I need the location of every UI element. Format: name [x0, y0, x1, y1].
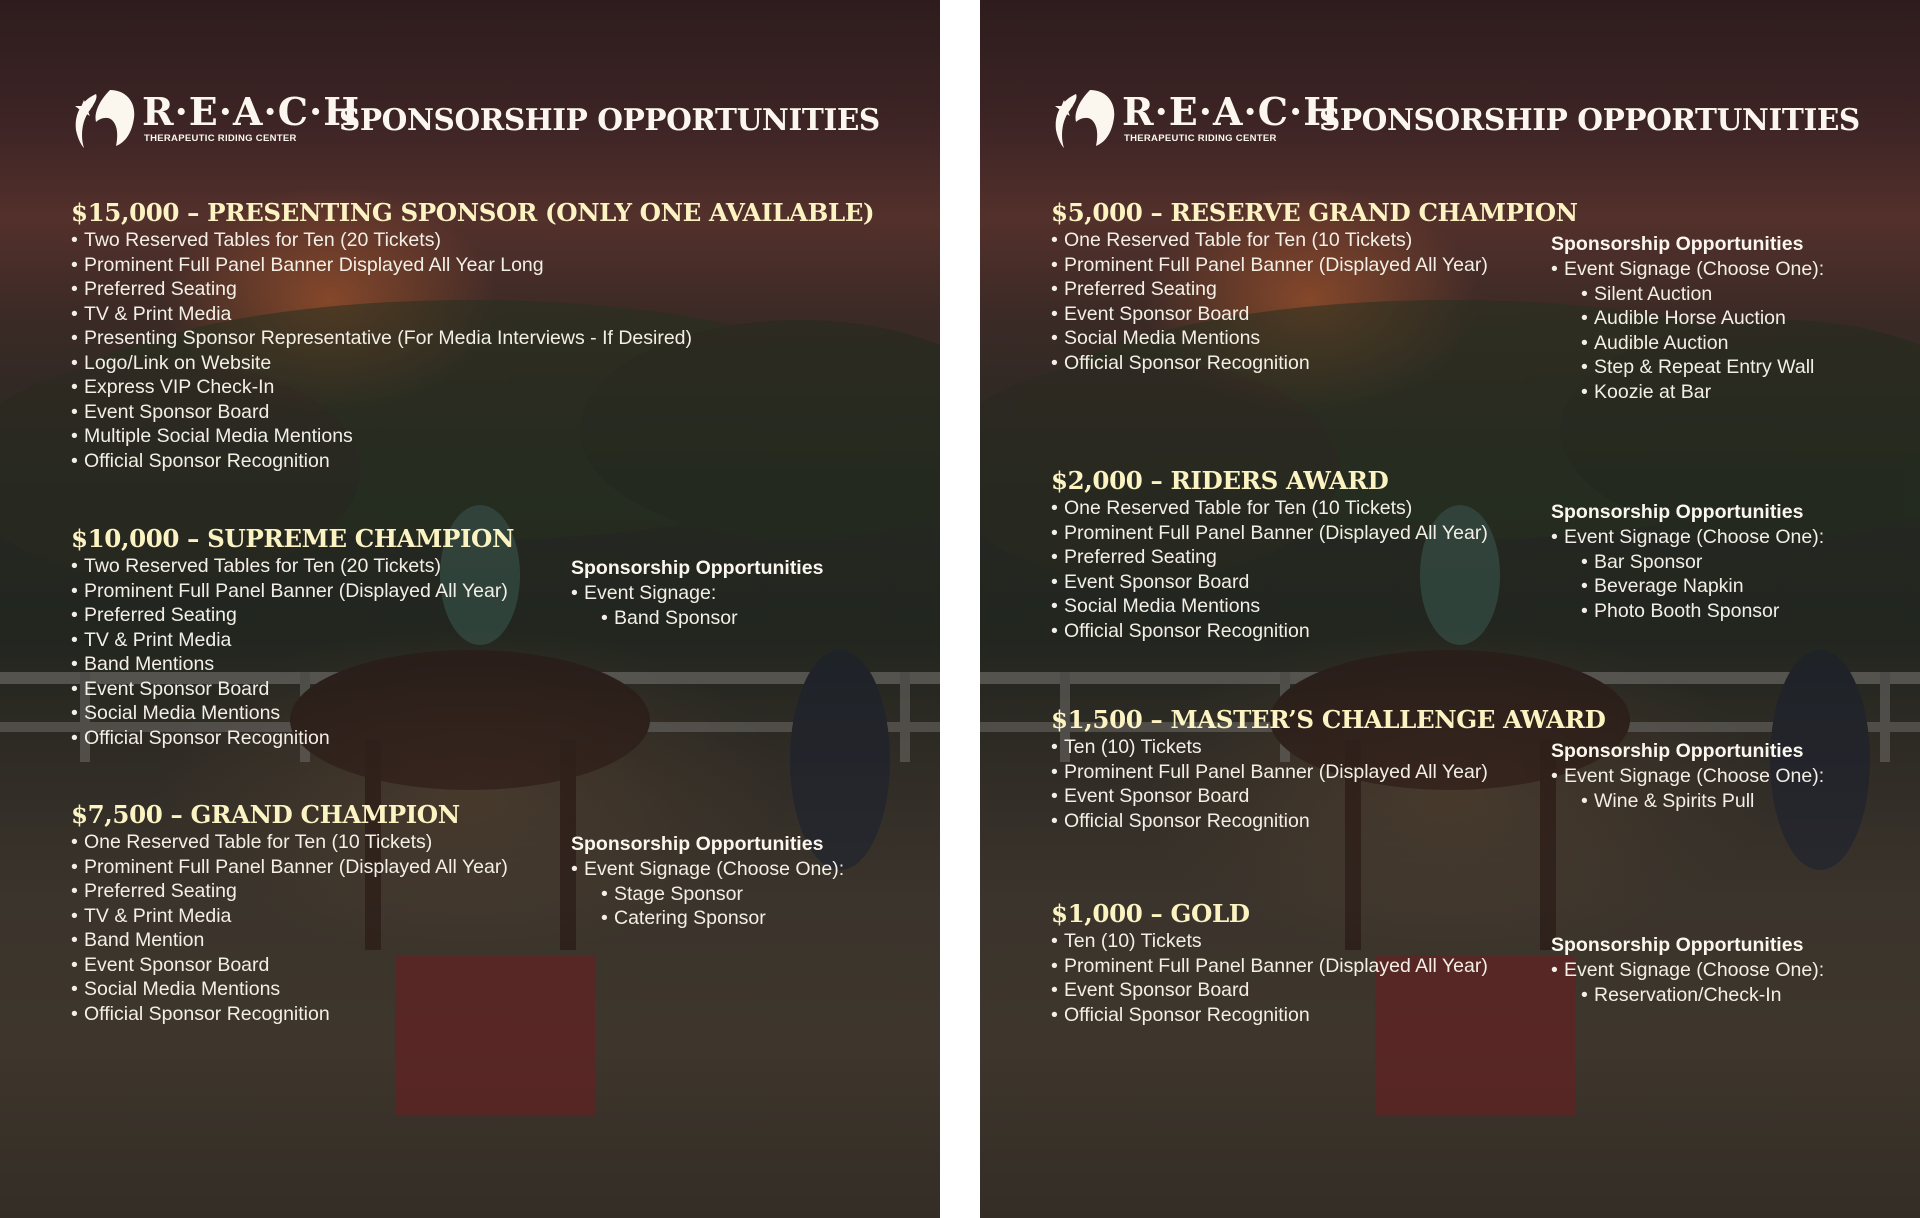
benefit-item: • Preferred Seating — [1051, 277, 1578, 302]
opportunities-list — [1551, 257, 1824, 282]
opportunity-option: • Catering Sponsor — [601, 906, 844, 931]
opportunity-option: • Koozie at Bar — [1581, 380, 1824, 405]
opportunity-option: • Audible Horse Auction — [1581, 306, 1824, 331]
tier-title: $15,000 – PRESENTING SPONSOR (ONLY ONE AVAILABLE) — [71, 198, 875, 227]
opportunities-heading: Sponsorship Opportunities — [1551, 501, 1804, 523]
benefit-item: • Prominent Full Panel Banner (Displayed All Year) — [1051, 253, 1578, 278]
tier-gold — [1051, 899, 1488, 1027]
opportunity-item: • Event Signage (Choose One): — [1551, 764, 1824, 789]
sponsorship-opportunities — [1551, 933, 1824, 1007]
reach-logo-subtitle: THERAPEUTIC RIDING CENTER — [144, 133, 297, 144]
benefit-item: • Event Sponsor Board — [71, 400, 874, 425]
benefit-item: • Official Sponsor Recognition — [1051, 1003, 1488, 1028]
tier-supreme-champion — [71, 524, 514, 750]
benefit-item: • Prominent Full Panel Banner (Displayed All Year) — [1051, 954, 1488, 979]
opportunities-heading: Sponsorship Opportunities — [571, 557, 824, 579]
benefit-item: • Preferred Seating — [1051, 545, 1488, 570]
opportunity-option: • Step & Repeat Entry Wall — [1581, 355, 1824, 380]
opportunities-heading: Sponsorship Opportunities — [571, 833, 824, 855]
benefit-item: • Multiple Social Media Mentions — [71, 424, 874, 449]
tier-reserve-grand-champion — [1051, 198, 1578, 375]
opportunity-item: • Event Signage (Choose One): — [1551, 525, 1824, 550]
benefit-item: • One Reserved Table for Ten (10 Tickets) — [71, 830, 508, 855]
tier-title: $1,500 – MASTER’S CHALLENGE AWARD — [1051, 705, 1606, 734]
opportunity-option: • Reservation/Check-In — [1581, 983, 1824, 1008]
benefit-item: • Two Reserved Tables for Ten (20 Tickets) — [71, 228, 874, 253]
flyer-page-right — [980, 0, 1920, 1218]
opportunities-heading: Sponsorship Opportunities — [1551, 740, 1804, 762]
benefit-item: • Event Sponsor Board — [1051, 570, 1488, 595]
benefits-list — [1051, 228, 1578, 375]
benefit-item: • Two Reserved Tables for Ten (20 Tickets) — [71, 554, 514, 579]
benefit-item: • Band Mention — [71, 928, 508, 953]
opportunities-heading: Sponsorship Opportunities — [1551, 934, 1804, 956]
page-header — [1050, 88, 1860, 152]
opportunities-heading: Sponsorship Opportunities — [1551, 233, 1804, 255]
benefit-item: • Official Sponsor Recognition — [71, 1002, 508, 1027]
opportunity-item: • Event Signage: — [571, 581, 823, 606]
benefits-list — [71, 830, 508, 1026]
tier-title: $10,000 – SUPREME CHAMPION — [71, 524, 514, 553]
opportunity-options — [601, 606, 823, 631]
opportunity-option: • Photo Booth Sponsor — [1581, 599, 1824, 624]
opportunity-item: • Event Signage (Choose One): — [1551, 257, 1824, 282]
opportunity-options — [601, 882, 844, 931]
opportunity-option: • Beverage Napkin — [1581, 574, 1824, 599]
tier-title: $2,000 – RIDERS AWARD — [1051, 466, 1389, 495]
horse-star-logo-icon — [70, 88, 138, 152]
opportunities-list — [571, 857, 844, 882]
benefit-item: • TV & Print Media — [71, 628, 514, 653]
reach-logo-wordmark: R·E·A·C·H — [142, 89, 361, 134]
tier-riders-award — [1051, 466, 1488, 643]
benefit-item: • Social Media Mentions — [71, 701, 514, 726]
opportunity-options — [1581, 789, 1824, 814]
opportunity-option: • Bar Sponsor — [1581, 550, 1824, 575]
benefit-item: • Official Sponsor Recognition — [1051, 351, 1578, 376]
opportunities-list — [1551, 764, 1824, 789]
benefit-item: • Social Media Mentions — [1051, 326, 1578, 351]
opportunity-item: • Event Signage (Choose One): — [1551, 958, 1824, 983]
opportunity-option: • Silent Auction — [1581, 282, 1824, 307]
benefits-list — [71, 554, 514, 750]
opportunities-list — [571, 581, 823, 606]
benefit-item: • Preferred Seating — [71, 879, 508, 904]
opportunity-option: • Audible Auction — [1581, 331, 1824, 356]
benefit-item: • Event Sponsor Board — [1051, 784, 1606, 809]
page-header — [70, 88, 880, 152]
benefit-item: • One Reserved Table for Ten (10 Tickets) — [1051, 228, 1578, 253]
opportunity-option: • Stage Sponsor — [601, 882, 844, 907]
horse-star-logo-icon — [1050, 88, 1118, 152]
tier-presenting-sponsor — [71, 198, 874, 473]
benefit-item: • Ten (10) Tickets — [1051, 929, 1488, 954]
tier-title: $7,500 – GRAND CHAMPION — [71, 800, 460, 829]
benefit-item: • Official Sponsor Recognition — [1051, 809, 1606, 834]
opportunity-options — [1581, 983, 1824, 1008]
opportunities-list — [1551, 958, 1824, 983]
opportunity-option: • Band Sponsor — [601, 606, 823, 631]
page-title: SPONSORSHIP OPPORTUNITIES — [1319, 102, 1860, 137]
reach-logo-subtitle: THERAPEUTIC RIDING CENTER — [1124, 133, 1277, 144]
opportunity-options — [1581, 282, 1824, 405]
benefit-item: • Prominent Full Panel Banner Displayed All Year Long — [71, 253, 874, 278]
benefit-item: • Event Sponsor Board — [71, 953, 508, 978]
benefits-list — [71, 228, 874, 473]
reach-logo-wordmark: R·E·A·C·H — [1122, 89, 1341, 134]
benefits-list — [1051, 735, 1606, 833]
benefit-item: • Preferred Seating — [71, 277, 874, 302]
benefit-item: • Official Sponsor Recognition — [71, 449, 874, 474]
benefit-item: • Event Sponsor Board — [1051, 978, 1488, 1003]
benefit-item: • Prominent Full Panel Banner (Displayed All Year) — [1051, 760, 1606, 785]
benefits-list — [1051, 496, 1488, 643]
benefit-item: • One Reserved Table for Ten (10 Tickets) — [1051, 496, 1488, 521]
benefit-item: • Prominent Full Panel Banner (Displayed All Year) — [1051, 521, 1488, 546]
opportunity-options — [1581, 550, 1824, 624]
benefit-item: • Express VIP Check-In — [71, 375, 874, 400]
benefit-item: • Prominent Full Panel Banner (Displayed All Year) — [71, 855, 508, 880]
benefit-item: • Band Mentions — [71, 652, 514, 677]
sponsorship-opportunities — [1551, 232, 1824, 404]
benefits-list — [1051, 929, 1488, 1027]
tier-title: $5,000 – RESERVE GRAND CHAMPION — [1051, 198, 1578, 227]
opportunity-item: • Event Signage (Choose One): — [571, 857, 844, 882]
benefit-item: • Presenting Sponsor Representative (For Media Interviews - If Desired) — [71, 326, 874, 351]
opportunities-list — [1551, 525, 1824, 550]
benefit-item: • Social Media Mentions — [1051, 594, 1488, 619]
benefit-item: • Social Media Mentions — [71, 977, 508, 1002]
tier-title: $1,000 – GOLD — [1051, 899, 1250, 928]
benefit-item: • Ten (10) Tickets — [1051, 735, 1606, 760]
sponsorship-opportunities — [571, 556, 823, 630]
flyer-page-left — [0, 0, 940, 1218]
benefit-item: • Event Sponsor Board — [1051, 302, 1578, 327]
benefit-item: • TV & Print Media — [71, 904, 508, 929]
benefit-item: • Preferred Seating — [71, 603, 514, 628]
tier-grand-champion — [71, 800, 508, 1026]
sponsorship-opportunities — [1551, 500, 1824, 623]
benefit-item: • Event Sponsor Board — [71, 677, 514, 702]
page-title: SPONSORSHIP OPPORTUNITIES — [339, 102, 880, 137]
sponsorship-opportunities — [1551, 739, 1824, 813]
sponsorship-opportunities — [571, 832, 844, 931]
opportunity-option: • Wine & Spirits Pull — [1581, 789, 1824, 814]
benefit-item: • TV & Print Media — [71, 302, 874, 327]
tier-masters-challenge-award — [1051, 705, 1606, 833]
benefit-item: • Official Sponsor Recognition — [71, 726, 514, 751]
benefit-item: • Official Sponsor Recognition — [1051, 619, 1488, 644]
benefit-item: • Prominent Full Panel Banner (Displayed All Year) — [71, 579, 514, 604]
benefit-item: • Logo/Link on Website — [71, 351, 874, 376]
